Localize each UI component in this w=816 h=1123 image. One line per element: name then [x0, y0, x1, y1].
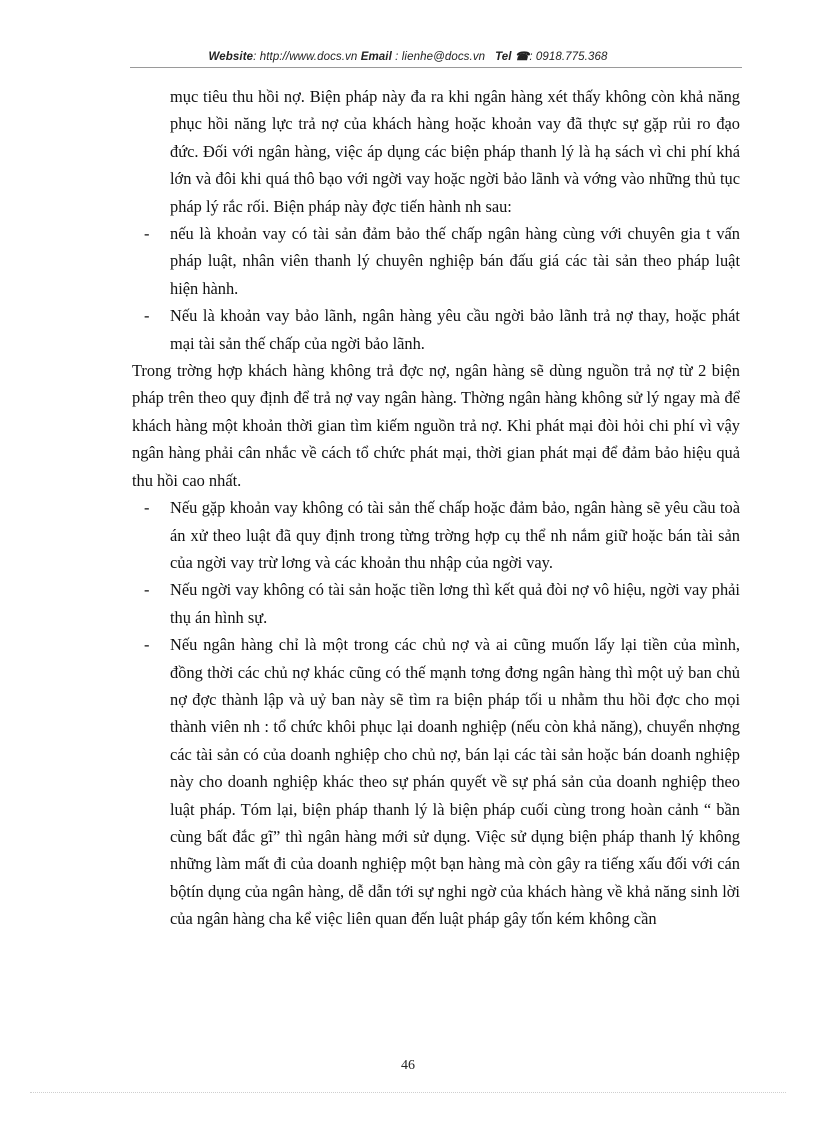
unsecured-cases-list: [132, 494, 740, 933]
bullet-dash: -: [144, 498, 150, 518]
list-item: [132, 302, 740, 357]
list-item: [132, 576, 740, 631]
bullet-dash: -: [144, 635, 150, 655]
middle-paragraph: Trong trờng hợp khách hàng không trả đợc nợ, ngân hàng sẽ dùng nguồn trả nợ từ 2 biện pháp trên theo quy định để trả nợ vay ngân hàng. Thờng ngân hàng không sử lý ngay mà để khách hàng một khoản thời gian tìm kiếm nguồn trả nợ. Khi phát mại đòi hỏi chi phí vì vậy ngân hàng phải cân nhắc về cách tổ chức phát mại, thời gian phát mại để đảm bảo hiệu quả thu hồi cao nhất.: [132, 361, 740, 490]
page-header: [0, 49, 816, 63]
tel-label: Tel: [495, 51, 512, 63]
website-label: Website: [208, 51, 254, 63]
bullet-dash: -: [144, 224, 150, 244]
intro-paragraph: mục tiêu thu hồi nợ. Biện pháp này đa ra khi ngân hàng xét thấy không còn khả năng phục hồi năng lực trả nợ của khách hàng hoặc khoản vay đã thực sự gặp rủi ro đạo đức. Đối với ngân hàng, việc áp dụng các biện pháp thanh lý là hạ sách vì chi phí khá lớn và đôi khi quá thô bạo với ngời vay hoặc ngời bảo lãnh và vớng vào những thủ tục pháp lý rắc rối. Biện pháp này đợc tiến hành nh sau:: [170, 87, 740, 216]
email-label: Email: [360, 51, 392, 63]
phone-icon: ☎: [514, 51, 530, 63]
liquidation-methods-list: [132, 220, 740, 357]
tel-number: : 0918.775.368: [529, 51, 608, 63]
list-item-text: Nếu ngời vay không có tài sản hoặc tiền lơng thì kết quả đòi nợ vô hiệu, ngời vay phải thụ án hình sự.: [170, 580, 740, 627]
bullet-dash: -: [144, 580, 150, 600]
list-item-text: Nếu ngân hàng chỉ là một trong các chủ nợ và ai cũng muốn lấy lại tiền của mình, đồng thời các chủ nợ khác cũng có thế mạnh tơng đơng ngân hàng thì một uỷ ban chủ nợ đợc thành lập và uỷ ban này sẽ tìm ra biện pháp tối u nhằm thu hồi đợc cho mọi thành viên nh : tổ chức khôi phục lại doanh nghiệp (nếu còn khả năng), chuyển nhợng các tài sản có của doanh nghiệp cho chủ nợ, bán lại các tài sản hoặc bán doanh nghiệp này cho doanh nghiệp khác theo sự phán quyết về sự phá sản của doanh nghiệp theo luật pháp. Tóm lại, biện pháp thanh lý là biện pháp cuối cùng trong hoàn cảnh “ bần cùng bất đắc gĩ” thì ngân hàng mới sử dụng. Việc sử dụng biện pháp thanh lý không những làm mất đi của doanh nghiệp một bạn hàng mà còn gây ra tiếng xấu đối với cán bộtín dụng của ngân hàng, dễ dẫn tới sự nghi ngờ của khách hàng về khả năng sinh lời của ngân hàng cha kể việc liên quan đến luật pháp gây tốn kém không cần: [170, 635, 740, 929]
email-address: : lienhe@docs.vn: [391, 51, 486, 63]
list-item-text: nếu là khoản vay có tài sản đảm bảo thế chấp ngân hàng cùng với chuyên gia t vấn pháp luật, nhân viên thanh lý chuyên nghiệp bán đấu giá các tài sản theo pháp luật hiện hành.: [170, 224, 740, 298]
footer-divider: [30, 1092, 786, 1093]
list-item: [132, 494, 740, 576]
list-item-text: Nếu là khoản vay bảo lãnh, ngân hàng yêu cầu ngời bảo lãnh trả nợ thay, hoặc phát mại tài sản thế chấp của ngời bảo lãnh.: [170, 306, 740, 353]
list-item: [132, 631, 740, 932]
document-body: [132, 83, 740, 933]
bullet-dash: -: [144, 306, 150, 326]
list-item-text: Nếu gặp khoản vay không có tài sản thế chấp hoặc đảm bảo, ngân hàng sẽ yêu cầu toà án xử theo luật đã quy định trong từng trờng hợp cụ thể nh nắm giữ hoặc bán tài sản của ngời vay trừ lơng và các khoản thu nhập của ngời vay.: [170, 498, 740, 572]
page-number: 46: [401, 1058, 415, 1073]
website-url: : http://www.docs.vn: [253, 51, 358, 63]
list-item: [132, 220, 740, 302]
header-divider: [130, 67, 742, 68]
